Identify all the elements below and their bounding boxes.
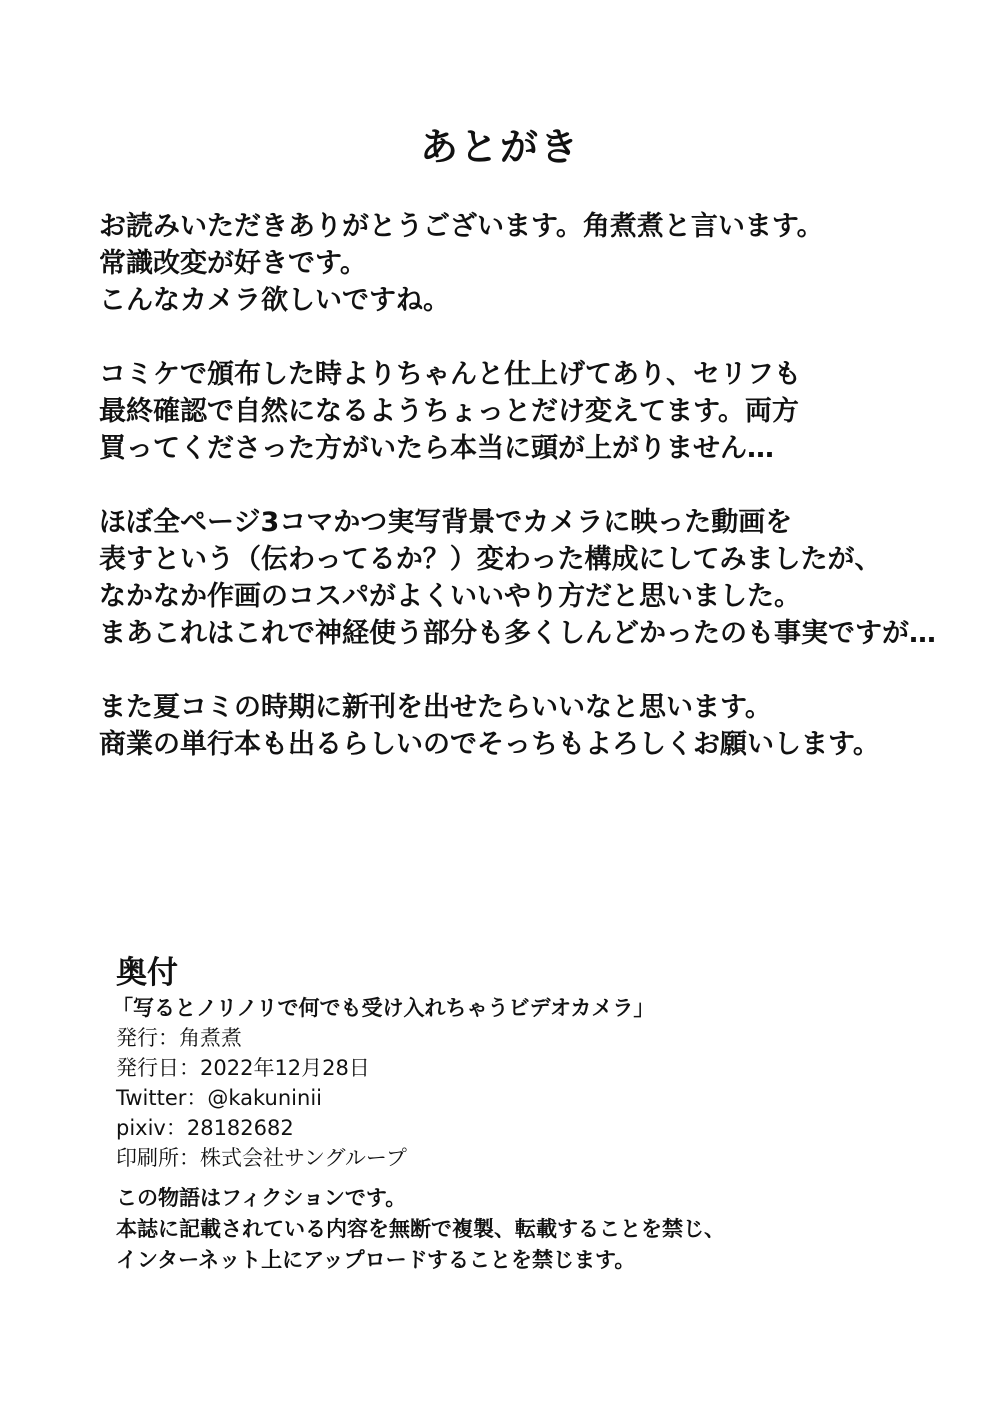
afterword-paragraph [99,689,979,763]
afterword-line: また夏コミの時期に新刊を出せたらいいなと思います。 [99,692,772,723]
afterword-line: お読みいただきありがとうございます。角煮煮と言います。 [99,211,824,242]
afterword-line: 最終確認で自然になるようちょっとだけ変えてます。両方 [99,396,799,427]
book-title: 「写るとノリノリで何でも受け入れちゃうビデオカメラ」 [112,996,655,1020]
publish-date-line: 発行日：2022年12月28日 [116,1056,370,1080]
afterword-line: 常識改変が好きです。 [99,248,367,279]
afterword-line: 表すという（伝わってるか？）変わった構成にしてみましたが、 [99,544,882,575]
afterword-paragraph [99,356,979,467]
notice-line: インターネット上にアップロードすることを禁じます。 [116,1248,636,1272]
colophon [112,953,876,1173]
afterword-line: コミケで頒布した時よりちゃんと仕上げてあり、セリフも [99,359,801,390]
printer-line: 印刷所：株式会社サングループ [116,1146,407,1170]
afterword-line: なかなか作画のコスパがよくいいやり方だと思いました。 [99,581,801,612]
notice-line: この物語はフィクションです。 [116,1186,407,1210]
afterword-title: あとがき [419,125,580,169]
legal-notice [116,1183,876,1276]
afterword-paragraph [99,504,979,652]
colophon-title: 奥付 [116,955,178,991]
twitter-line: Twitter：@kakuninii [116,1086,322,1110]
afterword-paragraph [99,208,979,319]
afterword-line: 買ってくださった方がいたら本当に頭が上がりません… [99,433,774,464]
notice-line: 本誌に記載されている内容を無断で複製、転載することを禁じ、 [116,1217,725,1241]
afterword-line: まあこれはこれで神経使う部分も多くしんどかったのも事実ですが… [99,618,936,649]
afterword-line: 商業の単行本も出るらしいのでそっちもよろしくお願いします。 [99,729,880,760]
afterword-line: こんなカメラ欲しいですね。 [99,285,450,316]
publisher-line: 発行：角煮煮 [116,1026,242,1050]
pixiv-line: pixiv：28182682 [116,1116,294,1140]
afterword-line: ほぼ全ページ3コマかつ実写背景でカメラに映った動画を [99,507,793,538]
afterword-body [99,208,979,800]
